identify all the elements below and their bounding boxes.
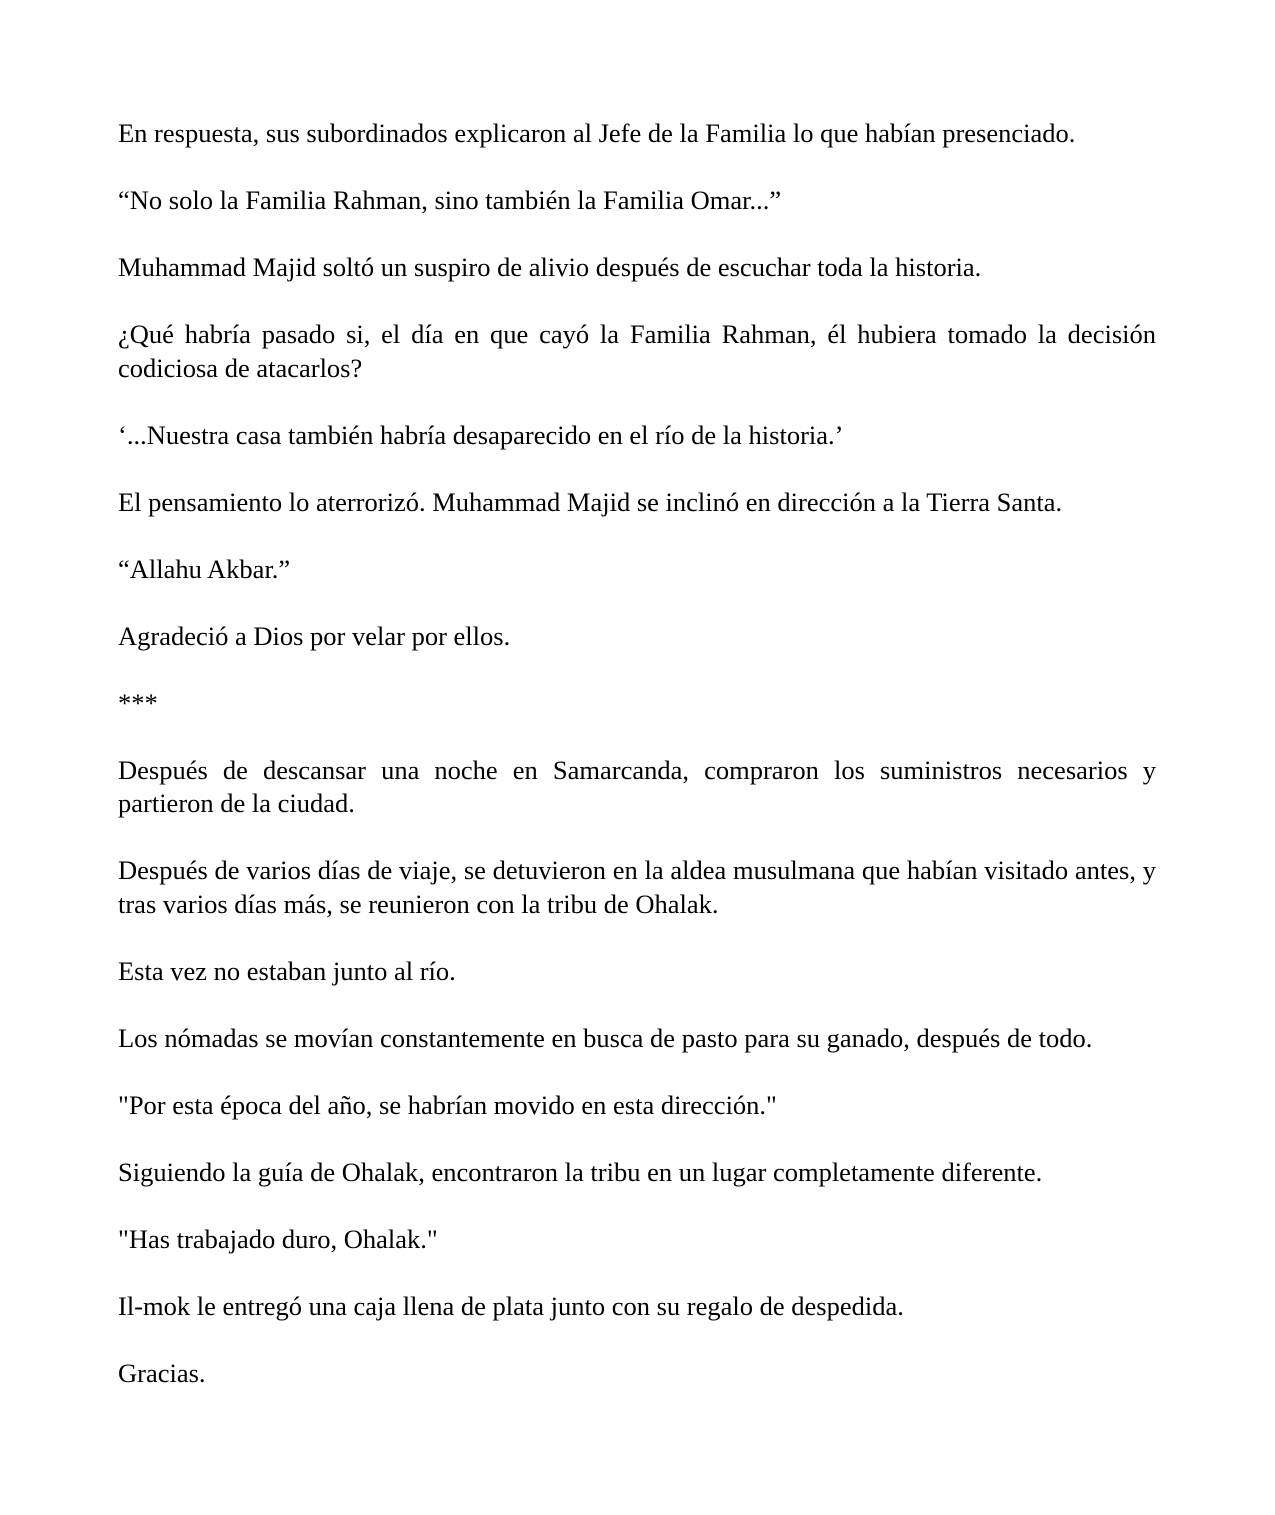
paragraph-4: ¿Qué habría pasado si, el día en que cayó la Familia Rahman, él hubiera tomado la decisión codiciosa de atacarlos? [118,319,1156,383]
paragraph-13: Los nómadas se movían constantemente en busca de pasto para su ganado, después de todo. [118,1022,1093,1053]
paragraph-6: El pensamiento lo aterrorizó. Muhammad Majid se inclinó en dirección a la Tierra Santa. [118,486,1063,517]
paragraph-17: Il-mok le entregó una caja llena de plata junto con su regalo de despedida. [118,1290,904,1321]
document-page [118,117,1156,1390]
paragraph-16: "Has trabajado duro, Ohalak." [118,1223,438,1254]
paragraph-2: “No solo la Familia Rahman, sino también la Familia Omar...” [118,185,782,215]
paragraph-14: "Por esta época del año, se habrían movido en esta dirección." [118,1089,777,1120]
paragraph-12: Esta vez no estaban junto al río. [118,955,456,986]
paragraph-3: Muhammad Majid soltó un suspiro de alivio después de escuchar toda la historia. [118,252,982,282]
paragraph-8: Agradeció a Dios por velar por ellos. [118,620,511,651]
paragraph-7: “Allahu Akbar.” [118,553,291,584]
paragraph-1: En respuesta, sus subordinados explicaron al Jefe de la Familia lo que habían presenciado. [118,118,1076,148]
paragraph-11: Después de varios días de viaje, se detuvieron en la aldea musulmana que habían visitado antes, y tras varios días más, se reunieron con la tribu de Ohalak. [118,855,1156,919]
paragraph-15: Siguiendo la guía de Ohalak, encontraron la tribu en un lugar completamente diferente. [118,1156,1043,1187]
paragraph-18: Gracias. [118,1357,206,1388]
paragraph-10: Después de descansar una noche en Samarcanda, compraron los suministros necesarios y partieron de la ciudad. [118,754,1156,818]
scene-break: *** [118,687,158,718]
paragraph-5: ‘...Nuestra casa también habría desaparecido en el río de la historia.’ [118,419,844,450]
